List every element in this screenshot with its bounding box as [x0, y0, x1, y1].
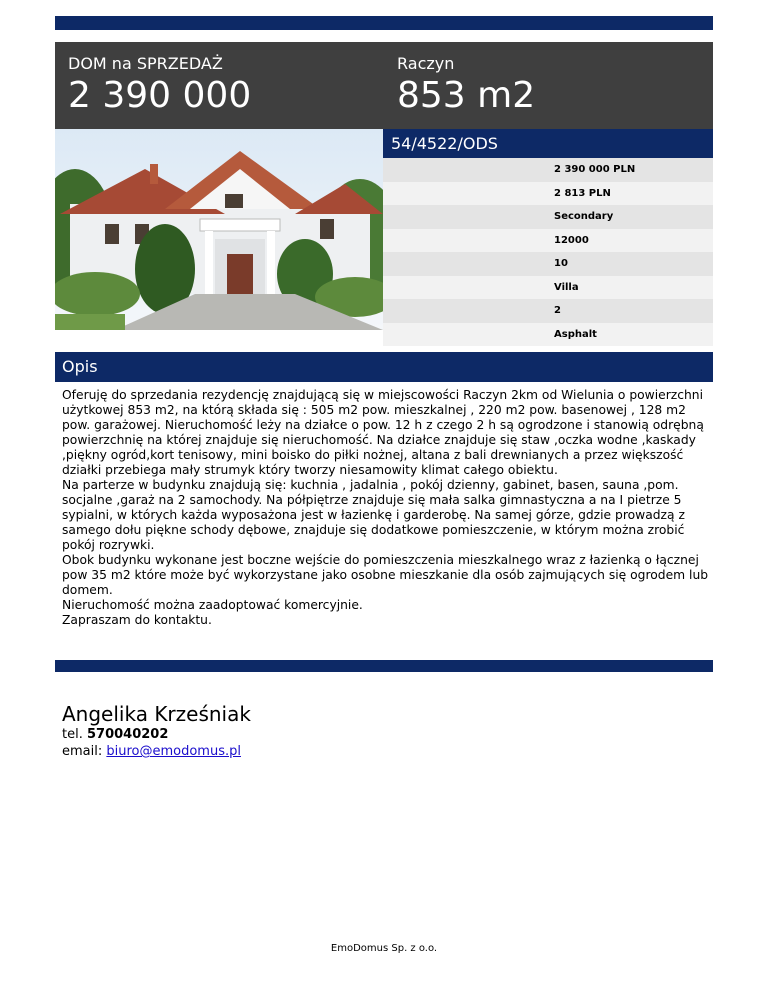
param-value: 12000	[554, 234, 589, 246]
param-value: Secondary	[554, 211, 614, 222]
param-value: Villa	[554, 281, 579, 293]
listing-type: DOM na SPRZEDAŻ	[68, 54, 223, 73]
email-link[interactable]: biuro@emodomus.pl	[106, 744, 241, 759]
description-paragraph: Zapraszam do kontaktu.	[62, 613, 212, 627]
description-header	[55, 352, 713, 382]
param-value: 10	[554, 258, 568, 269]
listing-area: 853 m2	[397, 75, 536, 116]
param-value: Asphalt	[554, 328, 597, 340]
param-row	[383, 205, 713, 229]
description-paragraph: Obok budynku wykonane jest boczne wejście do pomieszczenia mieszkalnego wraz z łazienką o łącznej pow 35 m2 które może być wykorzystane jako osobne mieszkanie dla osób zajmujących się ogrodem lub domem.	[62, 553, 709, 597]
listing-location: Raczyn	[397, 54, 455, 73]
email-label: email:	[62, 744, 103, 759]
phone-label: tel.	[62, 727, 83, 742]
param-value: 2 390 000 PLN	[554, 164, 636, 175]
contact-block	[62, 702, 251, 760]
house-photo	[55, 129, 383, 330]
param-row	[383, 182, 713, 206]
description-paragraph: Oferuję do sprzedania rezydencję znajdującą się w miejscowości Raczyn 2km od Wielunia o powierzchni użytkowej 853 m2, na którą składa się : 505 m2 pow. mieszkalnej , 220 m2 pow. basenowej , 128 m2 pow. garażowej. Nieruchomość leży na działce o pow. 12 h z czego 2 h są ogrodzone i stanowią odrębną powierzchnię na której znajduje się nieruchomość. Na działce znajduje się staw ,oczka wodne ,kaskady ,piękny ogród,kort tenisowy, mini boisko do piłki nożnej, altana z bali drewnianych a przez większość działki przebiega mały strumyk który tworzy niesamowity klimat całego obiektu.	[62, 388, 704, 477]
param-value: 2 813 PLN	[554, 187, 611, 199]
reference-bar	[383, 129, 713, 158]
description-title: Opis	[62, 357, 98, 376]
header-right	[397, 54, 535, 116]
agent-name: Angelika Krześniak	[62, 702, 251, 726]
footer-company: EmoDomus Sp. z o.o.	[330, 943, 438, 954]
header-left	[68, 54, 251, 116]
phone-number[interactable]: 570040202	[86, 727, 169, 742]
param-row	[383, 158, 713, 182]
param-value: 2	[554, 305, 561, 316]
listing-price: 2 390 000	[68, 75, 252, 116]
house-photo-icon	[55, 129, 383, 330]
description-body	[62, 388, 712, 628]
params-table	[383, 158, 713, 346]
top-accent-bar	[55, 16, 713, 30]
listing-header	[55, 42, 713, 129]
param-row	[383, 323, 713, 347]
param-row	[383, 299, 713, 323]
param-row	[383, 252, 713, 276]
param-row	[383, 276, 713, 300]
phone-line	[62, 726, 251, 743]
param-row	[383, 229, 713, 253]
description-paragraph: Nieruchomość można zaadoptować komercyjnie.	[62, 598, 363, 612]
bottom-accent-bar	[55, 660, 713, 672]
description-paragraph: Na parterze w budynku znajdują się: kuchnia , jadalnia , pokój dzienny, gabinet, basen, sauna ,pom. socjalne ,garaż na 2 samochody. Na półpiętrze znajduje się mała salka gimnastyczna a na I pietrze 5 sypialni, w których każda wyposażona jest w łazienkę i garderobę. Na samej górze, gdzie prowadzą z samego dołu piękne schody dębowe, znajduje się dodatkowe pomieszczenie, w którym można zrobić pokój rozrywki.	[62, 478, 685, 552]
reference-number: 54/4522/ODS	[391, 134, 498, 153]
email-line	[62, 743, 251, 760]
